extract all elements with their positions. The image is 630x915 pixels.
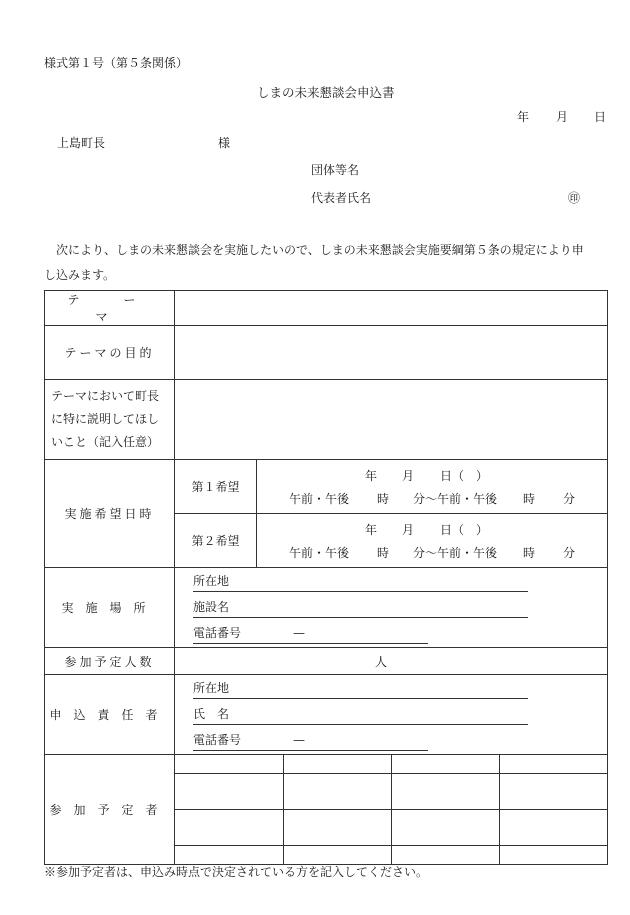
participants-row <box>45 755 608 865</box>
venue-phone-label: 電話番号 <box>193 625 242 640</box>
participant-cell[interactable] <box>391 773 499 809</box>
choice-1-label: 第１希望 <box>175 460 257 514</box>
choice-1-ampm-start: 午前・午後 <box>289 491 350 506</box>
choice-1-year: 年 <box>365 468 378 483</box>
participant-cell[interactable] <box>175 809 283 845</box>
explain-row <box>45 380 608 460</box>
participant-cell[interactable] <box>391 846 499 864</box>
responsible-name-line[interactable] <box>175 702 607 728</box>
people-row <box>45 648 608 675</box>
responsible-phone-line[interactable] <box>175 728 607 754</box>
footnote: ※参加予定者は、申込み時点で決定されている方を記入してください。 <box>44 865 429 879</box>
explain-label-line-3: いこと（記入任意） <box>51 435 160 449</box>
choice-2-month: 月 <box>402 522 415 537</box>
choice-1-hour-start: 時 <box>377 491 390 506</box>
participants-grid-row <box>175 773 607 809</box>
date-month-label: 月 <box>556 110 569 124</box>
participant-cell[interactable] <box>499 755 607 773</box>
choice-2-day: 日（ ） <box>440 522 489 537</box>
document-title: しまの未来懇談会申込書 <box>257 85 395 100</box>
venue-address-line[interactable] <box>175 569 607 595</box>
choice-2-time <box>257 541 607 564</box>
choice-1-datetime[interactable] <box>257 460 608 514</box>
participant-cell[interactable] <box>175 755 283 773</box>
participant-cell[interactable] <box>283 846 391 864</box>
choice-1-minute-to: 分〜午前・午後 <box>413 491 498 506</box>
intro-line-1: 次により、しまの未来懇談会を実施したいので、しまの未来懇談会実施要綱第５条の規定により申 <box>44 243 584 257</box>
organization-label: 団体等名 <box>311 163 360 177</box>
choice-1-day: 日（ ） <box>440 468 489 483</box>
responsible-phone-underline <box>193 731 428 751</box>
participant-cell[interactable] <box>283 773 391 809</box>
responsible-name-label: 氏 名 <box>193 705 528 725</box>
participant-cell[interactable] <box>499 773 607 809</box>
participant-cell[interactable] <box>283 755 391 773</box>
participant-cell[interactable] <box>175 773 283 809</box>
choice-1-hour-end: 時 <box>523 491 536 506</box>
venue-row <box>45 568 608 648</box>
responsible-phone-label: 電話番号 <box>193 732 242 747</box>
form-number: 様式第１号（第５条関係） <box>44 56 189 70</box>
explain-label <box>45 380 175 460</box>
choice-1-time <box>257 487 607 510</box>
theme-field[interactable] <box>175 291 608 326</box>
venue-facility-label: 施設名 <box>193 598 528 618</box>
choice-2-hour-start: 時 <box>377 545 390 560</box>
participant-cell[interactable] <box>391 809 499 845</box>
participant-cell[interactable] <box>283 809 391 845</box>
purpose-field[interactable] <box>175 326 608 380</box>
purpose-row <box>45 326 608 380</box>
participant-cell[interactable] <box>499 809 607 845</box>
venue-phone-line[interactable] <box>175 621 607 647</box>
choice-2-hour-end: 時 <box>523 545 536 560</box>
people-unit: 人 <box>375 654 388 669</box>
venue-phone-underline <box>193 624 428 644</box>
participants-grid-row <box>175 846 607 864</box>
venue-facility-line[interactable] <box>175 595 607 621</box>
responsible-field[interactable] <box>175 675 608 755</box>
participant-cell[interactable] <box>499 846 607 864</box>
purpose-label: テーマの目的 <box>45 326 175 380</box>
responsible-phone-dash: — <box>293 732 305 747</box>
explain-label-line-2: に特に説明してほし <box>51 412 160 426</box>
honorific: 様 <box>218 136 231 150</box>
responsible-address-label: 所在地 <box>193 679 528 699</box>
date-year-label: 年 <box>517 110 530 124</box>
choice-2-datetime[interactable] <box>257 514 608 568</box>
participant-cell[interactable] <box>391 755 499 773</box>
venue-phone-dash: — <box>293 625 305 640</box>
participants-grid-row <box>175 809 607 845</box>
date-day-label: 日 <box>594 110 607 124</box>
choice-1-date <box>257 464 607 487</box>
choice-2-date <box>257 518 607 541</box>
participant-cell[interactable] <box>175 846 283 864</box>
choice-1-minute-end: 分 <box>563 491 576 506</box>
responsible-address-line[interactable] <box>175 676 607 702</box>
participants-grid-cell <box>175 755 608 865</box>
participants-label: 参加予定者 <box>45 755 175 865</box>
representative-label: 代表者氏名 <box>311 191 372 205</box>
choice-2-year: 年 <box>365 522 378 537</box>
participants-grid-row <box>175 755 607 773</box>
responsible-row <box>45 675 608 755</box>
responsible-label: 申込責任者 <box>45 675 175 755</box>
schedule-label: 実施希望日時 <box>45 460 175 568</box>
schedule-first-row <box>45 460 608 514</box>
venue-label: 実施場所 <box>45 568 175 648</box>
intro-line-2: し込みます。 <box>44 268 116 282</box>
explain-label-line-1: テーマにおいて町長 <box>51 389 160 403</box>
choice-2-minute-end: 分 <box>563 545 576 560</box>
theme-row <box>45 291 608 326</box>
seal-mark: ㊞ <box>568 191 581 205</box>
participants-grid <box>175 755 607 864</box>
choice-2-ampm-start: 午前・午後 <box>289 545 350 560</box>
people-field[interactable] <box>175 648 608 675</box>
choice-2-minute-to: 分〜午前・午後 <box>413 545 498 560</box>
venue-address-label: 所在地 <box>193 572 528 592</box>
choice-2-label: 第２希望 <box>175 514 257 568</box>
theme-label: テ ー マ <box>45 291 175 326</box>
choice-1-month: 月 <box>402 468 415 483</box>
explain-field[interactable] <box>175 380 608 460</box>
addressee: 上島町長 <box>57 136 106 150</box>
application-form-table <box>44 290 608 865</box>
venue-field[interactable] <box>175 568 608 648</box>
people-label: 参加予定人数 <box>45 648 175 675</box>
